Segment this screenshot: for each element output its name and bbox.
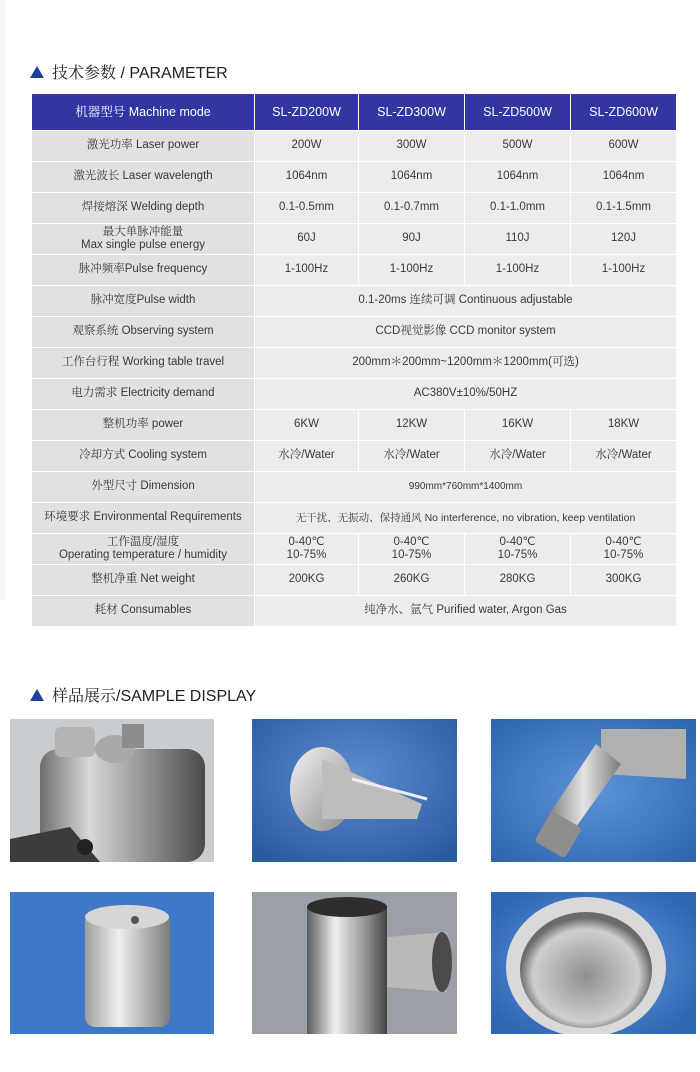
table-row [32, 410, 677, 441]
header-machine-model: 机器型号 Machine mode [32, 94, 255, 131]
cell-value: 1-100Hz [465, 255, 571, 286]
table-row [32, 193, 677, 224]
cell-value: 0.1-1.0mm [465, 193, 571, 224]
header-model-300w: SL-ZD300W [359, 94, 465, 131]
cell-value: 0.1-0.7mm [359, 193, 465, 224]
row-label-welding-depth: 焊接熔深 Welding depth [32, 193, 255, 224]
cell-value: 水冷/Water [359, 441, 465, 472]
table-row [32, 565, 677, 596]
table-row [32, 162, 677, 193]
label-line-cn: 工作温度/湿度 [106, 535, 180, 548]
cell-value-span: 纯净水、氩气 Purified water, Argon Gas [255, 596, 677, 627]
label-line-en: Operating temperature / humidity [58, 549, 228, 561]
cell-value: 500W [465, 131, 571, 162]
parameter-title-text: 技术参数 / PARAMETER [52, 65, 228, 82]
cell-value-span: 200mm＊200mm~1200mm＊1200mm(可选) [255, 348, 677, 379]
sample-photo-pipe-fitting [491, 719, 696, 862]
table-row [32, 348, 677, 379]
row-label-dimension: 外型尺寸 Dimension [32, 472, 255, 503]
triangle-icon [30, 689, 44, 701]
row-label-power: 整机功率 power [32, 410, 255, 441]
temp-range: 0-40℃ [499, 535, 536, 548]
cell-value: 200W [255, 131, 359, 162]
sample-photo-pipe-bracket [252, 719, 457, 862]
table-row [32, 503, 677, 534]
humidity-range: 10-75% [603, 549, 644, 561]
cell-value-span: 0.1-20ms 连续可调 Continuous adjustable [255, 286, 677, 317]
table-row [32, 472, 677, 503]
table-row [32, 286, 677, 317]
table-row [32, 255, 677, 286]
cell-value [571, 534, 677, 565]
cell-value-span: AC380V±10%/50HZ [255, 379, 677, 410]
sample-photo-tube-end [491, 892, 696, 1034]
cell-value: 120J [571, 224, 677, 255]
cell-value: 300W [359, 131, 465, 162]
cell-value: 水冷/Water [465, 441, 571, 472]
sample-section-title [30, 683, 256, 706]
label-line-en: Max single pulse energy [80, 239, 205, 251]
sample-photo-cylinder [10, 892, 214, 1034]
table-row [32, 224, 677, 255]
table-row [32, 534, 677, 565]
table-row [32, 317, 677, 348]
cell-value: 水冷/Water [255, 441, 359, 472]
cell-value: 280KG [465, 565, 571, 596]
row-label-cooling-system: 冷却方式 Cooling system [32, 441, 255, 472]
cell-value: 110J [465, 224, 571, 255]
cell-value: 60J [255, 224, 359, 255]
cell-value-span: 无干扰、无振动、保持通风 No interference, no vibration, keep ventilation [255, 503, 677, 534]
header-model-500w: SL-ZD500W [465, 94, 571, 131]
temp-range: 0-40℃ [288, 535, 325, 548]
row-label-consumables: 耗材 Consumables [32, 596, 255, 627]
cell-value: 260KG [359, 565, 465, 596]
cell-value [465, 534, 571, 565]
triangle-icon [30, 66, 44, 78]
cell-value: 1-100Hz [571, 255, 677, 286]
cell-value [255, 534, 359, 565]
cell-value: 1064nm [255, 162, 359, 193]
cell-value: 18KW [571, 410, 677, 441]
row-label-pulse-frequency: 脉冲频率Pulse frequency [32, 255, 255, 286]
cell-value: 0.1-0.5mm [255, 193, 359, 224]
cell-value: 1064nm [359, 162, 465, 193]
temp-range: 0-40℃ [605, 535, 642, 548]
cell-value: 6KW [255, 410, 359, 441]
parameter-section-title [30, 60, 228, 83]
row-label-electricity-demand: 电力需求 Electricity demand [32, 379, 255, 410]
cell-value-span: CCD视觉影像 CCD monitor system [255, 317, 677, 348]
left-accent-bar [0, 0, 5, 600]
cell-value: 12KW [359, 410, 465, 441]
cell-value: 200KG [255, 565, 359, 596]
cell-value: 1064nm [465, 162, 571, 193]
temp-range: 0-40℃ [393, 535, 430, 548]
row-label-max-pulse-energy [32, 224, 255, 255]
row-label-table-travel: 工作台行程 Working table travel [32, 348, 255, 379]
cell-value: 1-100Hz [255, 255, 359, 286]
cell-value: 1-100Hz [359, 255, 465, 286]
parameter-table [31, 93, 677, 627]
sample-title-text: 样品展示/SAMPLE DISPLAY [52, 688, 257, 705]
cell-value [359, 534, 465, 565]
row-label-pulse-width: 脉冲宽度Pulse width [32, 286, 255, 317]
sample-photo-tee-pipe [252, 892, 457, 1034]
table-header-row [32, 94, 677, 131]
header-model-600w: SL-ZD600W [571, 94, 677, 131]
humidity-range: 10-75% [286, 549, 327, 561]
cell-value: 水冷/Water [571, 441, 677, 472]
table-row [32, 596, 677, 627]
row-label-operating-temperature [32, 534, 255, 565]
row-label-laser-power: 激光功率 Laser power [32, 131, 255, 162]
humidity-range: 10-75% [497, 549, 538, 561]
row-label-observing-system: 观察系统 Observing system [32, 317, 255, 348]
sample-photo-flask [10, 719, 214, 862]
cell-value-span: 990mm*760mm*1400mm [255, 472, 677, 503]
cell-value: 0.1-1.5mm [571, 193, 677, 224]
cell-value: 90J [359, 224, 465, 255]
row-label-environmental-requirements: 环境要求 Environmental Requirements [32, 503, 255, 534]
cell-value: 16KW [465, 410, 571, 441]
row-label-net-weight: 整机净重 Net weight [32, 565, 255, 596]
label-line-cn: 最大单脉冲能量 [102, 225, 184, 238]
cell-value: 600W [571, 131, 677, 162]
header-model-200w: SL-ZD200W [255, 94, 359, 131]
table-row [32, 131, 677, 162]
humidity-range: 10-75% [391, 549, 432, 561]
row-label-laser-wavelength: 激光波长 Laser wavelength [32, 162, 255, 193]
cell-value: 300KG [571, 565, 677, 596]
table-row [32, 379, 677, 410]
cell-value: 1064nm [571, 162, 677, 193]
table-row [32, 441, 677, 472]
